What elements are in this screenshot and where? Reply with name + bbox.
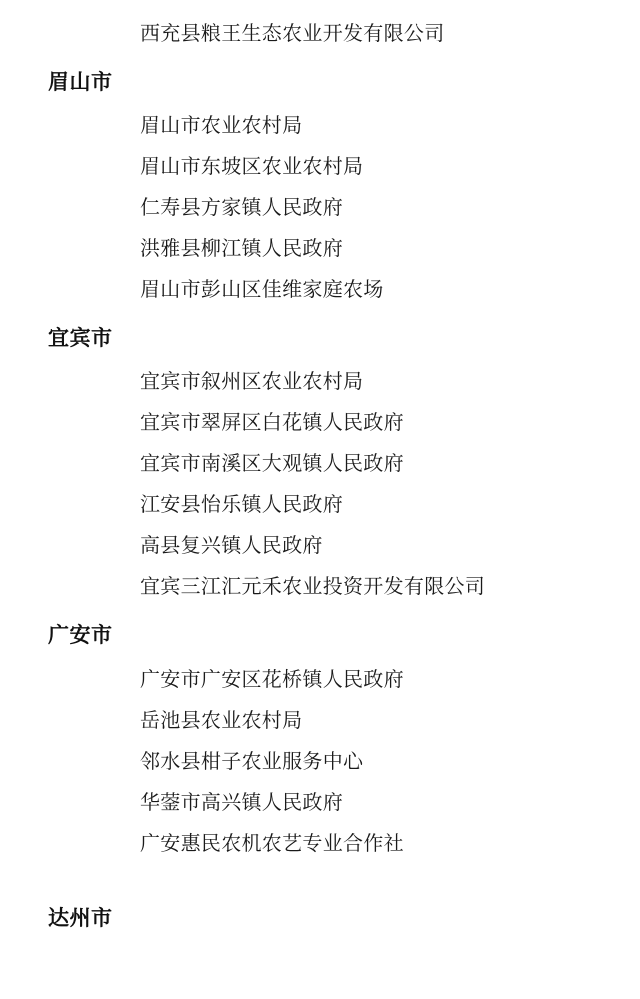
list-item: 岳池县农业农村局 <box>140 707 303 732</box>
list-item: 宜宾市翠屏区白花镇人民政府 <box>140 410 404 435</box>
list-item: 宜宾市南溪区大观镇人民政府 <box>140 451 404 476</box>
list-item: 江安县怡乐镇人民政府 <box>140 492 343 517</box>
list-item: 邻水县柑子农业服务中心 <box>140 748 364 773</box>
section-heading: 达州市 <box>48 905 113 930</box>
list-item: 洪雅县柳江镇人民政府 <box>140 236 343 261</box>
list-item: 西充县粮王生态农业开发有限公司 <box>140 21 445 45</box>
section-heading: 广安市 <box>48 623 113 648</box>
section-spacer <box>0 864 640 890</box>
list-item: 宜宾市叙州区农业农村局 <box>140 369 364 394</box>
section-heading: 宜宾市 <box>48 326 113 351</box>
list-item: 广安市广安区花桥镇人民政府 <box>140 666 404 691</box>
list-item: 高县复兴镇人民政府 <box>140 533 323 558</box>
section-heading: 眉山市 <box>48 70 113 94</box>
section-meishan <box>0 54 640 310</box>
list-item: 仁寿县方家镇人民政府 <box>140 195 343 220</box>
section-yibin <box>0 310 640 607</box>
list-item: 广安惠民农机农艺专业合作社 <box>140 830 404 855</box>
list-item: 眉山市农业农村局 <box>140 113 303 138</box>
list-item: 华蓥市高兴镇人民政府 <box>140 789 343 814</box>
list-item: 宜宾三江汇元禾农业投资开发有限公司 <box>140 574 486 599</box>
list-item: 眉山市东坡区农业农村局 <box>140 154 364 179</box>
section-dazhou <box>0 890 640 941</box>
section-guangan <box>0 607 640 863</box>
list-item: 眉山市彭山区佳维家庭农场 <box>140 277 384 302</box>
